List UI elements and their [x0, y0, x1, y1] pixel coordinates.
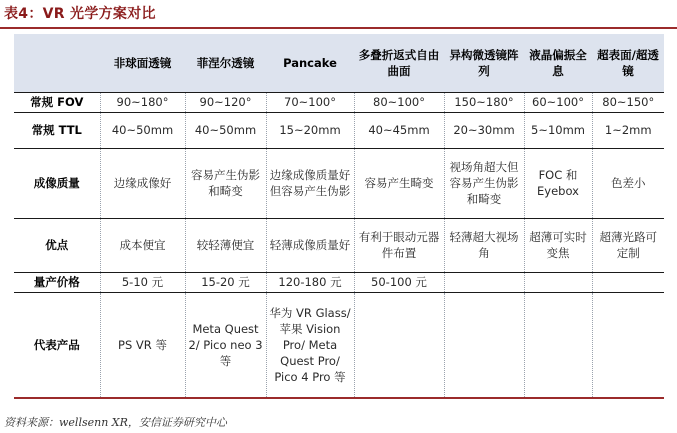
- table-cell: 5-10 元: [100, 272, 185, 292]
- source-note: 资料来源：wellsenn XR，安信证券研究中心: [4, 416, 227, 429]
- table-cell: 15-20 元: [185, 272, 266, 292]
- table-cell: 轻薄超大视场角: [444, 218, 524, 272]
- column-header: 多叠折返式自由曲面: [354, 34, 444, 92]
- column-header: Pancake: [266, 34, 354, 92]
- row-label: 优点: [14, 218, 100, 272]
- table-title: 表4：VR 光学方案对比: [4, 6, 156, 22]
- table-cell: 90~180°: [100, 92, 185, 112]
- table-cell: 容易产生畸变: [354, 148, 444, 218]
- table-cell: [592, 272, 664, 292]
- table-row: [14, 148, 664, 218]
- table-cell: FOC 和 Eyebox: [524, 148, 592, 218]
- table-cell: 40~45mm: [354, 112, 444, 148]
- table-cell: 有利于眼动元器件布置: [354, 218, 444, 272]
- table-cell: 1~2mm: [592, 112, 664, 148]
- table-cell: [354, 292, 444, 398]
- table-cell: 超薄可实时变焦: [524, 218, 592, 272]
- table-cell: 轻薄成像质量好: [266, 218, 354, 272]
- table-row: [14, 112, 664, 148]
- vr-optics-table: [14, 34, 664, 399]
- table-cell: [592, 292, 664, 398]
- table-cell: 15~20mm: [266, 112, 354, 148]
- table-cell: 边缘成像好: [100, 148, 185, 218]
- table-cell: PS VR 等: [100, 292, 185, 398]
- table-cell: 90~120°: [185, 92, 266, 112]
- table-cell: 5~10mm: [524, 112, 592, 148]
- table-cell: Meta Quest 2/ Pico neo 3 等: [185, 292, 266, 398]
- table-cell: 色差小: [592, 148, 664, 218]
- column-header: 液晶偏振全息: [524, 34, 592, 92]
- table-cell: 华为 VR Glass/苹果 Vision Pro/ Meta Quest Pro/ Pico 4 Pro 等: [266, 292, 354, 398]
- row-label: 成像质量: [14, 148, 100, 218]
- table-cell: [444, 292, 524, 398]
- table-cell: 20~30mm: [444, 112, 524, 148]
- table-cell: 40~50mm: [100, 112, 185, 148]
- table-row: [14, 218, 664, 272]
- row-label: 常规 FOV: [14, 92, 100, 112]
- row-label: 常规 TTL: [14, 112, 100, 148]
- table-row: [14, 272, 664, 292]
- title-divider: [0, 27, 677, 29]
- table-cell: 70~100°: [266, 92, 354, 112]
- table-cell: 超薄光路可定制: [592, 218, 664, 272]
- table-cell: 边缘成像质量好但容易产生伪影: [266, 148, 354, 218]
- row-label: 代表产品: [14, 292, 100, 398]
- table-cell: 150~180°: [444, 92, 524, 112]
- corner-cell: [14, 34, 100, 92]
- table-cell: 容易产生伪影和畸变: [185, 148, 266, 218]
- table-cell: 成本便宜: [100, 218, 185, 272]
- table-row: [14, 92, 664, 112]
- column-header: 异构微透镜阵列: [444, 34, 524, 92]
- table-cell: 50-100 元: [354, 272, 444, 292]
- table-cell: 40~50mm: [185, 112, 266, 148]
- column-header: 非球面透镜: [100, 34, 185, 92]
- table-cell: 80~150°: [592, 92, 664, 112]
- table-cell: [524, 272, 592, 292]
- row-label: 量产价格: [14, 272, 100, 292]
- header-row: [14, 34, 664, 92]
- table-cell: 视场角超大但容易产生伪影和畸变: [444, 148, 524, 218]
- table-row: [14, 292, 664, 398]
- table-cell: 80~100°: [354, 92, 444, 112]
- table-cell: 120-180 元: [266, 272, 354, 292]
- table-cell: 较轻薄便宜: [185, 218, 266, 272]
- column-header: 超表面/超透镜: [592, 34, 664, 92]
- table-cell: [524, 292, 592, 398]
- table-cell: 60~100°: [524, 92, 592, 112]
- column-header: 菲涅尔透镜: [185, 34, 266, 92]
- table-cell: [444, 272, 524, 292]
